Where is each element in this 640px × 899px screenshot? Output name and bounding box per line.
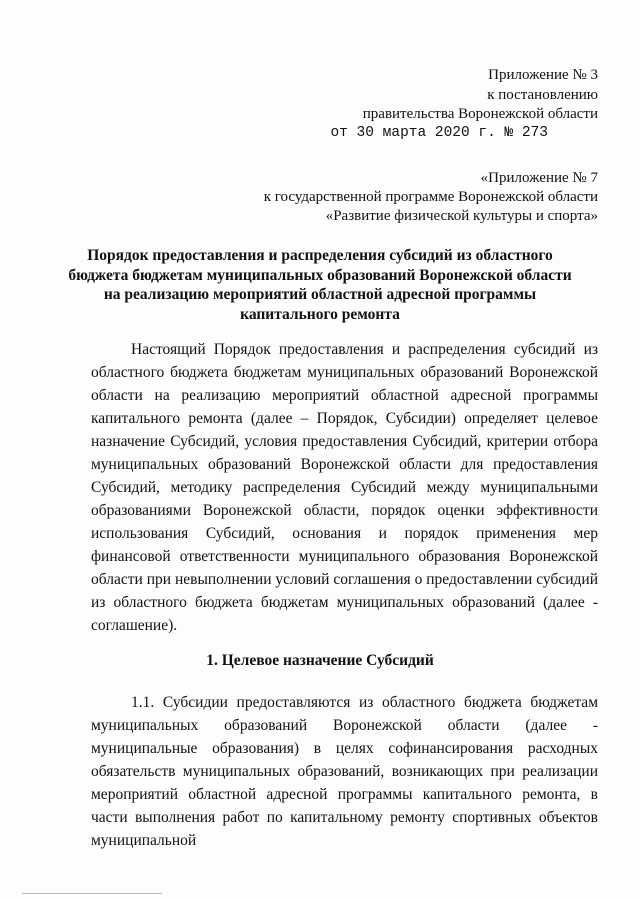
scan-edge-line [22,893,162,894]
title-line: капитального ремонта [240,305,400,323]
intro-paragraph-text: Настоящий Порядок предоставления и распределения субсидий из областного бюджета бюджетам муниципальных образований Воронежской области на реализацию мероприятий областной адресной программы капитального ремонта (далее – Порядок, Субсидии) определяет целевое назначение Субсидий, условия предоставления Субсидий, критерии отбора муниципальных образований Воронежской области для предоставления Субсидий, методику распределения Субсидий между муниципальными образованиями Воронежской области, порядок оценки эффективности использования Субсидий, основания и порядок применения мер финансовой ответственности муниципального образования Воронежской области при невыполнении условий соглашения о предоставлении субсидий из областного бюджета бюджетам муниципальных образований (далее - соглашение). [91,341,598,634]
title-line: на реализацию мероприятий областной адресной программы [103,286,537,303]
appendix-3-government: правительства Воронежской области [362,106,598,122]
section-1-paragraph [91,691,598,852]
appendix-7-program-name: «Развитие физической культуры и спорта» [325,208,598,224]
appendix-3-resolution: к постановлению [487,87,598,103]
document-title [60,246,580,324]
appendix-7-number: «Приложение № 7 [480,170,598,186]
section-1-heading: 1. Целевое назначение Субсидий [206,652,434,669]
title-line: бюджета бюджетам муниципальных образований Воронежской области [68,266,572,284]
section-1-paragraph-text: 1.1. Субсидии предоставляются из областного бюджета бюджетам муниципальных образований Воронежской области (далее - муниципальные образования) в целях софинансирования расходных обязательств муниципальных образований, возникающих при реализации мероприятий областной адресной программы капитального ремонта, в части выполнения работ по капитальному ремонту спортивных объектов муниципальной [91,694,598,849]
intro-paragraph [91,338,598,637]
appendix-3-number: Приложение № 3 [488,67,598,83]
appendix-3-date-stamp: от 30 марта 2020 г. № 273 [330,125,548,141]
appendix-7-program: к государственной программе Воронежской области [263,189,598,205]
title-line: Порядок предоставления и распределения субсидий из областного [87,247,553,264]
